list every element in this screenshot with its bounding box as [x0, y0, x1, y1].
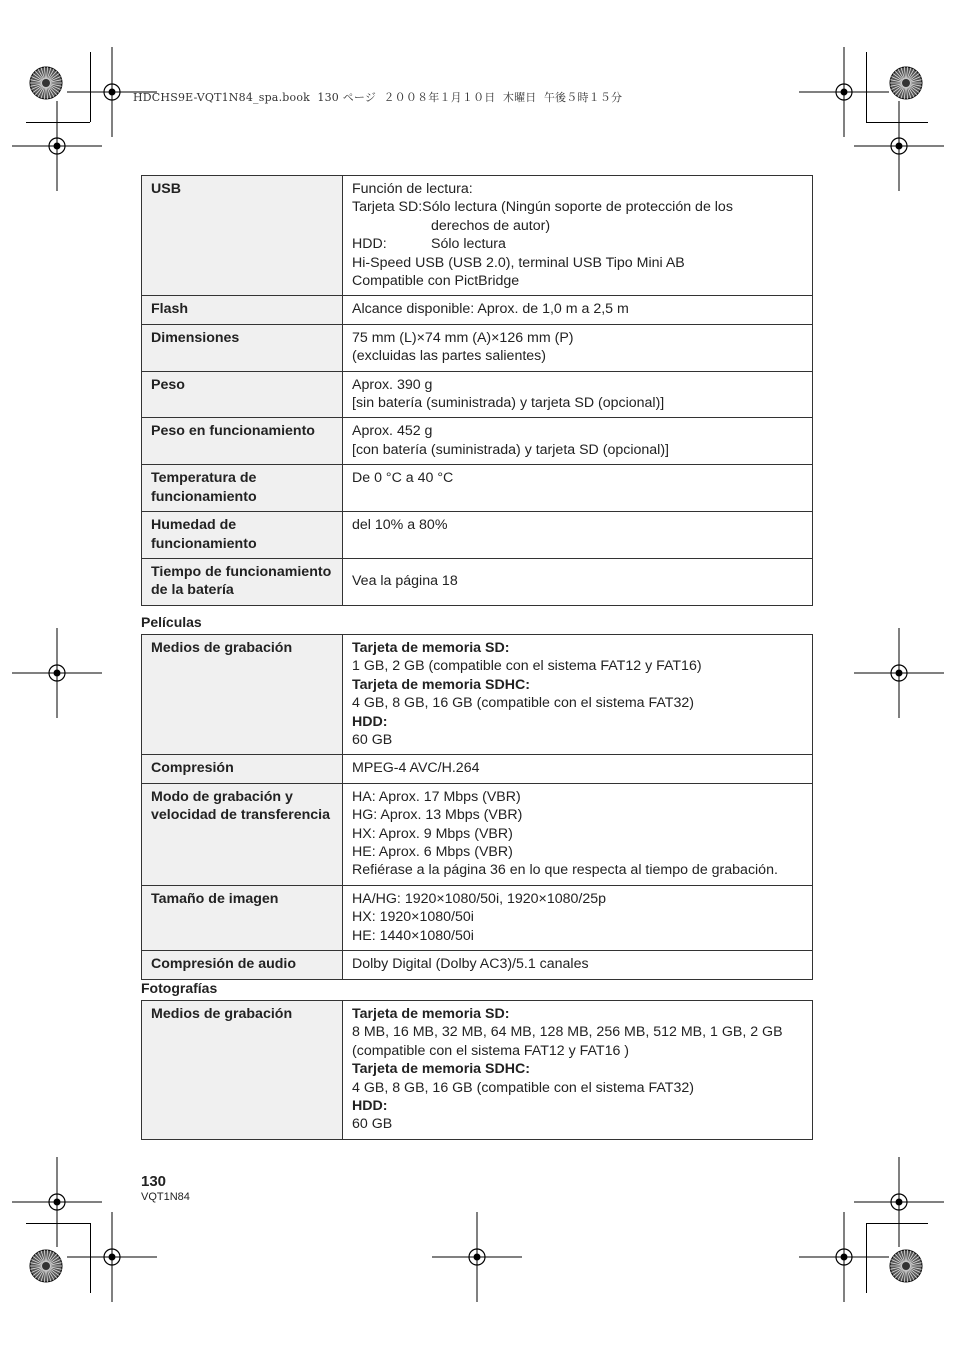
spec-value: [343, 371, 813, 418]
spec-value-line: Aprox. 390 g: [352, 376, 433, 393]
spec-value-line: Hi-Speed USB (USB 2.0), terminal USB Tipo Mini AB: [352, 254, 685, 271]
registration-starburst-icon: [29, 66, 63, 100]
page-number: 130: [141, 1173, 167, 1190]
spec-key: Humedad de funcionamiento: [142, 512, 343, 559]
spec-value-line: (compatible con el sistema FAT12 y FAT16 ): [352, 1042, 630, 1059]
spec-value-line: derechos de autor): [431, 217, 551, 234]
spec-value: [343, 1001, 813, 1140]
crosshair-icon: [432, 1212, 522, 1302]
spec-value: [343, 296, 813, 324]
spec-value-line: HA/HG: 1920×1080/50i, 1920×1080/25p: [352, 890, 607, 907]
spec-value-line: Aprox. 452 g: [352, 423, 433, 440]
spec-key: Temperatura de funcionamiento: [142, 465, 343, 512]
spec-value-line: Alcance disponible: Aprox. de 1,0 m a 2,5 m: [352, 301, 629, 318]
spec-value-line: De 0 °C a 40 °C: [352, 470, 454, 487]
spec-value: [343, 418, 813, 465]
spec-row: [142, 296, 813, 324]
spec-value-text: Sólo lectura: [431, 236, 506, 253]
spec-value-line: [352, 235, 803, 253]
spec-value-line: 60 GB: [352, 732, 393, 749]
crosshair-icon: [799, 1212, 889, 1302]
spec-row: [142, 371, 813, 418]
crosshair-icon: [854, 101, 944, 191]
page-code: VQT1N84: [141, 1191, 190, 1203]
crosshair-icon: [854, 628, 944, 718]
spec-key: Medios de grabación: [142, 1001, 343, 1140]
spec-value-line: HE: 1440×1080/50i: [352, 927, 474, 944]
spec-value: [343, 558, 813, 605]
specs-table-general: [141, 175, 813, 606]
crop-line: [866, 122, 928, 123]
spec-key: Tamaño de imagen: [142, 885, 343, 950]
crosshair-icon: [12, 101, 102, 191]
spec-value: [343, 755, 813, 783]
print-header: HDCHS9E-VQT1N84_spa.book 130 ページ ２００８年１月１０日 木曜日 午後５時１５分: [133, 91, 623, 104]
spec-value-line: HDD:: [352, 713, 388, 730]
spec-key: Medios de grabación: [142, 635, 343, 755]
spec-value-line: Refiérase a la página 36 en lo que respecta al tiempo de grabación.: [352, 862, 778, 879]
spec-value-line: HE: Aprox. 6 Mbps (VBR): [352, 844, 513, 861]
spec-value-line: HX: Aprox. 9 Mbps (VBR): [352, 825, 513, 842]
spec-key: Tiempo de funcionamiento de la batería: [142, 558, 343, 605]
registration-starburst-icon: [889, 66, 923, 100]
spec-row: [142, 558, 813, 605]
spec-key: Flash: [142, 296, 343, 324]
spec-value-line: Tarjeta de memoria SDHC:: [352, 676, 530, 693]
spec-value-line: Tarjeta SD:Sólo lectura (Ningún soporte de protección de los: [352, 199, 733, 216]
spec-value-line: HA: Aprox. 17 Mbps (VBR): [352, 788, 521, 805]
spec-key: Compresión: [142, 755, 343, 783]
spec-row: [142, 951, 813, 979]
specs-table-peliculas: [141, 634, 813, 980]
crop-line: [866, 1223, 867, 1293]
spec-key: USB: [142, 176, 343, 296]
spec-value: [343, 176, 813, 296]
crop-line: [26, 1223, 90, 1224]
crop-line: [90, 52, 91, 122]
crop-line: [90, 1223, 91, 1293]
spec-value-line: (excluidas las partes salientes): [352, 348, 546, 365]
spec-value-line: 4 GB, 8 GB, 16 GB (compatible con el sistema FAT32): [352, 1079, 694, 1096]
spec-value-line: HX: 1920×1080/50i: [352, 909, 474, 926]
spec-value-line: [con batería (suministrada) y tarjeta SD (opcional)]: [352, 441, 669, 458]
spec-key: Dimensiones: [142, 324, 343, 371]
spec-value: [343, 951, 813, 979]
spec-row: [142, 783, 813, 885]
spec-value-line: Compatible con PictBridge: [352, 273, 520, 290]
section-title-fotografias: Fotografías: [141, 980, 218, 996]
spec-row: [142, 324, 813, 371]
spec-value-line: 75 mm (L)×74 mm (A)×126 mm (P): [352, 329, 574, 346]
spec-value-line: Vea la página 18: [352, 573, 458, 590]
spec-value-line: 8 MB, 16 MB, 32 MB, 64 MB, 128 MB, 256 MB, 512 MB, 1 GB, 2 GB: [352, 1024, 783, 1041]
spec-value: [343, 885, 813, 950]
crop-line: [26, 122, 90, 123]
spec-value: [343, 324, 813, 371]
spec-value-line: Dolby Digital (Dolby AC3)/5.1 canales: [352, 956, 589, 973]
spec-value: [343, 635, 813, 755]
crop-line: [866, 1223, 928, 1224]
spec-key: Modo de grabación y velocidad de transferencia: [142, 783, 343, 885]
section-title-peliculas: Películas: [141, 614, 202, 630]
registration-starburst-icon: [889, 1249, 923, 1283]
spec-value-line: Función de lectura:: [352, 181, 473, 197]
spec-value-label: HDD:: [352, 236, 387, 253]
spec-key: Compresión de audio: [142, 951, 343, 979]
spec-value: [343, 512, 813, 559]
spec-row: [142, 755, 813, 783]
spec-key: Peso: [142, 371, 343, 418]
spec-row: [142, 635, 813, 755]
spec-value-line: HG: Aprox. 13 Mbps (VBR): [352, 807, 523, 824]
spec-key: Peso en funcionamiento: [142, 418, 343, 465]
spec-row: [142, 465, 813, 512]
spec-value: [343, 783, 813, 885]
spec-value-line: HDD:: [352, 1098, 388, 1115]
crosshair-icon: [12, 628, 102, 718]
spec-row: [142, 418, 813, 465]
spec-value-line: [sin batería (suministrada) y tarjeta SD (opcional)]: [352, 395, 665, 412]
spec-value-line: 1 GB, 2 GB (compatible con el sistema FAT12 y FAT16): [352, 658, 702, 675]
crosshair-icon: [67, 1212, 157, 1302]
spec-value: [343, 465, 813, 512]
spec-row: [142, 176, 813, 296]
spec-row: [142, 512, 813, 559]
spec-value-line: 60 GB: [352, 1116, 393, 1133]
spec-value-line: del 10% a 80%: [352, 517, 448, 534]
spec-value-line: Tarjeta de memoria SDHC:: [352, 1061, 530, 1078]
registration-starburst-icon: [29, 1249, 63, 1283]
spec-value-line: Tarjeta de memoria SD:: [352, 640, 510, 656]
crop-line: [866, 52, 867, 122]
spec-value-line: 4 GB, 8 GB, 16 GB (compatible con el sistema FAT32): [352, 695, 694, 712]
spec-row: [142, 1001, 813, 1140]
spec-value-line: MPEG-4 AVC/H.264: [352, 760, 480, 777]
spec-row: [142, 885, 813, 950]
spec-value-line: Tarjeta de memoria SD:: [352, 1006, 510, 1022]
specs-table-fotografias: [141, 1000, 813, 1140]
